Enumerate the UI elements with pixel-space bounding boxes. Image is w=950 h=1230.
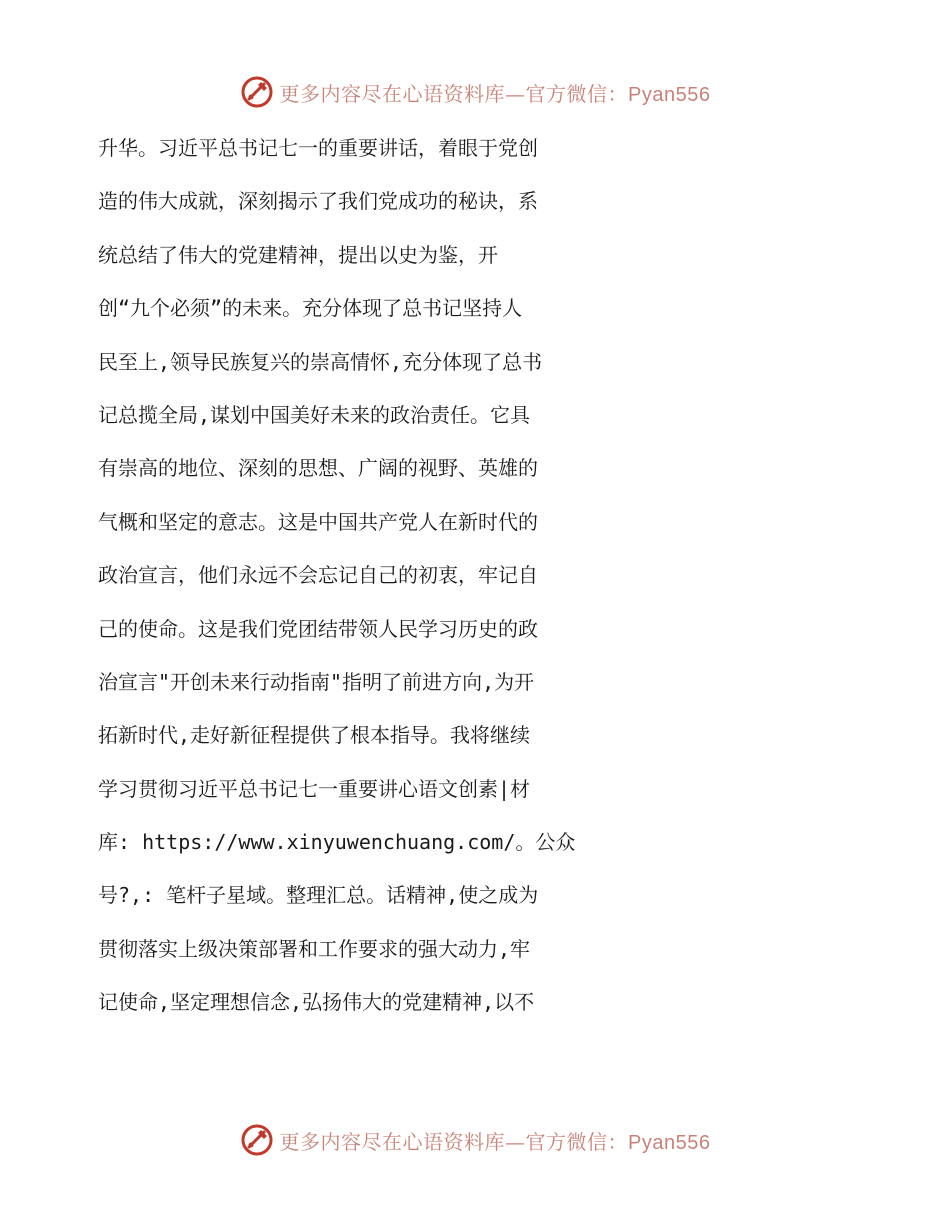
footer-banner-text: 更多内容尽在心语资料库—官方微信：Pyan556 [279, 1129, 711, 1154]
text-line: 统总结了伟大的党建精神，提出以史为鉴，开 [98, 242, 498, 267]
text-line: 创“九个必须”的未来。充分体现了总书记坚持人 [98, 296, 523, 321]
text-line: 学习贯彻习近平总书记七一重要讲心语文创素|材 [98, 776, 531, 801]
text-line: 有崇高的地位、深刻的思想、广阔的视野、英雄的 [98, 456, 538, 481]
header-banner [0, 70, 950, 114]
text-line: 升华。习近平总书记七一的重要讲话，着眼于党创 [98, 136, 538, 160]
text-line: 贯彻落实上级决策部署和工作要求的强大动力,牢 [98, 936, 531, 961]
brand-logo-icon [240, 1123, 274, 1157]
footer-banner [0, 1118, 950, 1162]
body-text [98, 122, 858, 1030]
text-line: 气概和坚定的意志。这是中国共产党人在新时代的 [98, 509, 538, 534]
text-line: 记总揽全局,谋划中国美好未来的政治责任。它具 [98, 402, 531, 427]
text-line-link[interactable]: 库: https://www.xinyuwenchuang.com/。公众 [98, 830, 576, 855]
text-line: 记使命,坚定理想信念,弘扬伟大的党建精神,以不 [98, 990, 535, 1015]
text-line: 造的伟大成就，深刻揭示了我们党成功的秘诀，系 [98, 189, 538, 214]
text-line: 拓新时代,走好新征程提供了根本指导。我将继续 [98, 723, 531, 748]
footer-wechat-id: Pyan556 [628, 1131, 711, 1154]
text-line: 号?,: 笔杆子星域。整理汇总。话精神,使之成为 [98, 883, 539, 908]
header-banner-text: 更多内容尽在心语资料库—官方微信：Pyan556 [279, 81, 711, 106]
text-line: 治宣言"开创未来行动指南"指明了前进方向,为开 [98, 669, 535, 694]
text-line: 己的使命。这是我们党团结带领人民学习历史的政 [98, 616, 538, 641]
brand-logo-icon [240, 75, 274, 109]
text-line: 民至上,领导民族复兴的崇高情怀,充分体现了总书 [98, 349, 543, 374]
header-wechat-id: Pyan556 [628, 83, 711, 106]
text-line: 政治宣言，他们永远不会忘记自己的初衷，牢记自 [98, 563, 538, 588]
